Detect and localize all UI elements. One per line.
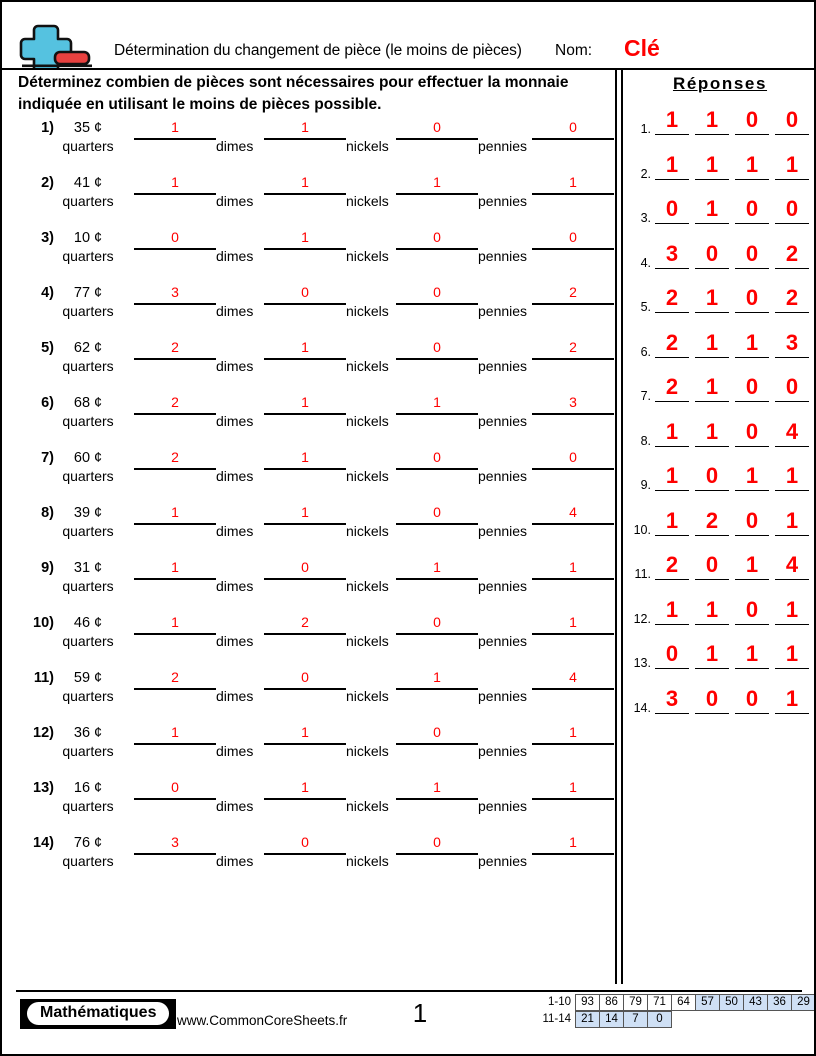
answer-key-badge: Clé: [624, 35, 660, 61]
answer-blank-nickels[interactable]: 0: [396, 282, 478, 305]
problem-row: [2, 609, 615, 664]
answer-key-row: [625, 373, 815, 418]
answer-key-value: 0: [735, 596, 769, 625]
coin-label-pennies: pennies: [478, 633, 528, 649]
coin-label-dimes: dimes: [216, 468, 254, 484]
brand-badge: [20, 999, 176, 1029]
answer-key-value: 1: [735, 640, 769, 669]
answer-key-number: 12.: [633, 611, 651, 626]
answer-blank-dimes[interactable]: 1: [264, 337, 346, 360]
answer-key-value: 0: [735, 106, 769, 135]
answer-key-value: 1: [775, 640, 809, 669]
answer-blank-dimes[interactable]: 1: [264, 777, 346, 800]
coin-label-nickels: nickels: [346, 358, 389, 374]
answer-blank-quarters[interactable]: 1: [134, 172, 216, 195]
problem-row: [2, 279, 615, 334]
answer-blank-quarters[interactable]: 2: [134, 337, 216, 360]
answer-blank-nickels[interactable]: 1: [396, 777, 478, 800]
problem-row: [2, 829, 615, 884]
problem-amount: 77 ¢: [73, 285, 103, 301]
answer-blank-nickels[interactable]: 0: [396, 832, 478, 855]
coin-label-nickels: nickels: [346, 743, 389, 759]
answer-blank-dimes[interactable]: 2: [264, 612, 346, 635]
coin-label-dimes: dimes: [216, 523, 254, 539]
answer-blank-pennies[interactable]: 0: [532, 117, 614, 140]
problem-amount: 59 ¢: [73, 670, 103, 686]
coin-label-dimes: dimes: [216, 193, 254, 209]
page-number: 1: [412, 998, 428, 1028]
answer-key-value: 3: [775, 329, 809, 358]
answer-blank-quarters[interactable]: 1: [134, 117, 216, 140]
problem-amount: 10 ¢: [73, 230, 103, 246]
answer-key-value: 0: [775, 195, 809, 224]
problem-number: 13): [33, 780, 54, 796]
answer-blank-nickels[interactable]: 0: [396, 447, 478, 470]
problem-number: 5): [41, 340, 54, 356]
answer-key-value: 1: [695, 640, 729, 669]
problem-amount: 76 ¢: [73, 835, 103, 851]
answer-key-value: 1: [775, 685, 809, 714]
coin-label-quarters: quarters: [62, 633, 114, 649]
answer-key-value: 0: [735, 418, 769, 447]
answer-key-value: 1: [695, 106, 729, 135]
answer-key-value: 0: [735, 195, 769, 224]
answer-blank-quarters[interactable]: 0: [134, 777, 216, 800]
answer-blank-pennies[interactable]: 3: [532, 392, 614, 415]
plus-minus-logo-icon: [16, 24, 94, 68]
score-row-label: 11-14: [542, 1013, 571, 1025]
answer-blank-nickels[interactable]: 0: [396, 612, 478, 635]
score-cell: 43: [743, 994, 768, 1011]
answer-blank-quarters[interactable]: 1: [134, 557, 216, 580]
answer-key-value: 1: [655, 462, 689, 491]
coin-label-pennies: pennies: [478, 853, 528, 869]
answer-blank-pennies[interactable]: 4: [532, 502, 614, 525]
answer-key-value: 1: [695, 151, 729, 180]
coin-label-nickels: nickels: [346, 413, 389, 429]
answer-key-number: 11.: [634, 567, 651, 581]
answer-key-row: [625, 106, 815, 151]
problem-list: [2, 114, 615, 884]
coin-label-quarters: quarters: [62, 193, 114, 209]
answer-blank-dimes[interactable]: 1: [264, 172, 346, 195]
answer-key-value: 0: [735, 373, 769, 402]
problem-row: [2, 114, 615, 169]
page-header: [2, 2, 814, 68]
answer-blank-nickels[interactable]: 0: [396, 117, 478, 140]
answer-key-value: 1: [735, 329, 769, 358]
coin-label-pennies: pennies: [478, 468, 528, 484]
problem-row: [2, 389, 615, 444]
answer-blank-nickels[interactable]: 1: [396, 557, 478, 580]
coin-label-quarters: quarters: [62, 413, 114, 429]
score-cell: 93: [575, 994, 600, 1011]
answer-blank-quarters[interactable]: 3: [134, 832, 216, 855]
score-cell: 71: [647, 994, 672, 1011]
answer-key-number: 1.: [640, 122, 651, 136]
answer-key-row: [625, 507, 815, 552]
answer-key-row: [625, 685, 815, 730]
coin-label-quarters: quarters: [62, 743, 114, 759]
coin-label-quarters: quarters: [62, 468, 114, 484]
answer-key-value: 0: [735, 507, 769, 536]
coin-label-quarters: quarters: [62, 138, 114, 154]
answer-key-row: [625, 240, 815, 285]
problem-amount: 36 ¢: [73, 725, 103, 741]
problem-amount: 62 ¢: [73, 340, 103, 356]
answer-key-list: [625, 106, 815, 729]
answer-blank-pennies[interactable]: 2: [532, 282, 614, 305]
problem-amount: 35 ¢: [73, 120, 103, 136]
coin-label-nickels: nickels: [346, 688, 389, 704]
answer-key-value: 1: [775, 151, 809, 180]
coin-label-dimes: dimes: [216, 798, 254, 814]
answer-key-value: 4: [775, 551, 809, 580]
answer-key-number: 4.: [640, 255, 651, 270]
problem-amount: 41 ¢: [73, 175, 103, 191]
score-row: [529, 1011, 816, 1028]
problem-number: 2): [41, 175, 54, 191]
answer-key-row: [625, 596, 815, 641]
coin-label-pennies: pennies: [478, 743, 528, 759]
answer-key-number: 10.: [633, 522, 651, 537]
problem-number: 1): [41, 120, 54, 136]
problem-number: 12): [33, 725, 54, 741]
coin-label-dimes: dimes: [216, 138, 254, 154]
problem-number: 9): [41, 560, 54, 576]
answer-blank-quarters[interactable]: 0: [134, 227, 216, 250]
answer-blank-pennies[interactable]: 1: [532, 722, 614, 745]
answer-key-value: 1: [655, 507, 689, 536]
answer-key-number: 3.: [640, 211, 651, 225]
problem-row: [2, 774, 615, 829]
answer-blank-pennies[interactable]: 0: [532, 447, 614, 470]
website-url: www.CommonCoreSheets.fr: [177, 1013, 348, 1028]
coin-label-pennies: pennies: [478, 798, 528, 814]
score-cell: 57: [695, 994, 720, 1011]
answer-key-value: 0: [735, 685, 769, 714]
score-row-label: 1-10: [547, 996, 571, 1008]
answer-blank-pennies[interactable]: 4: [532, 667, 614, 690]
coin-label-quarters: quarters: [62, 798, 114, 814]
answer-key-row: [625, 284, 815, 329]
coin-label-quarters: quarters: [62, 523, 114, 539]
answer-key-number: 5.: [640, 300, 651, 314]
coin-label-nickels: nickels: [346, 303, 389, 319]
score-cell: 29: [791, 994, 816, 1011]
problem-row: [2, 169, 615, 224]
answer-key-row: [625, 151, 815, 196]
answer-blank-dimes[interactable]: 1: [264, 447, 346, 470]
answer-key-row: [625, 418, 815, 463]
problem-amount: 39 ¢: [73, 505, 103, 521]
coin-label-nickels: nickels: [346, 523, 389, 539]
score-cell: 21: [575, 1011, 600, 1028]
answer-key-row: [625, 551, 815, 596]
coin-label-pennies: pennies: [478, 358, 528, 374]
answer-blank-pennies[interactable]: 1: [532, 832, 614, 855]
answer-key-value: 1: [735, 462, 769, 491]
answer-key-row: [625, 462, 815, 507]
coin-label-pennies: pennies: [478, 303, 528, 319]
answer-blank-pennies[interactable]: 0: [532, 227, 614, 250]
answer-key-number: 14.: [633, 700, 651, 715]
answer-key-row: [625, 195, 815, 240]
answer-key-value: 1: [775, 462, 809, 491]
problem-amount: 46 ¢: [73, 615, 103, 631]
answer-blank-quarters[interactable]: 1: [134, 612, 216, 635]
answer-key-value: 1: [655, 151, 689, 180]
answer-blank-nickels[interactable]: 0: [396, 337, 478, 360]
answer-blank-dimes[interactable]: 1: [264, 722, 346, 745]
coin-label-quarters: quarters: [62, 358, 114, 374]
answer-key-value: 0: [695, 685, 729, 714]
column-divider-outer: [615, 68, 617, 984]
score-row: [529, 994, 816, 1011]
answer-blank-nickels[interactable]: 1: [396, 667, 478, 690]
answer-key-number: 8.: [640, 433, 651, 448]
answer-key-number: 6.: [640, 344, 651, 359]
coin-label-quarters: quarters: [62, 578, 114, 594]
score-cell: 64: [671, 994, 696, 1011]
answer-key-value: 1: [655, 596, 689, 625]
coin-label-pennies: pennies: [478, 688, 528, 704]
answer-key-value: 1: [655, 106, 689, 135]
answer-key-value: 1: [695, 373, 729, 402]
problem-number: 7): [41, 450, 54, 466]
coin-label-quarters: quarters: [62, 853, 114, 869]
answer-key-value: 1: [695, 195, 729, 224]
answer-key-title: Réponses: [672, 74, 768, 93]
coin-label-nickels: nickels: [346, 468, 389, 484]
answer-blank-dimes[interactable]: 0: [264, 667, 346, 690]
problem-number: 10): [33, 615, 54, 631]
answer-key-value: 2: [775, 240, 809, 269]
problem-row: [2, 719, 615, 774]
coin-label-pennies: pennies: [478, 138, 528, 154]
score-cell: 79: [623, 994, 648, 1011]
answer-key-row: [625, 329, 815, 374]
coin-label-pennies: pennies: [478, 248, 528, 264]
problem-amount: 31 ¢: [73, 560, 103, 576]
answer-blank-quarters[interactable]: 3: [134, 282, 216, 305]
answer-key-value: 0: [695, 551, 729, 580]
problem-amount: 16 ¢: [73, 780, 103, 796]
coin-label-dimes: dimes: [216, 413, 254, 429]
answer-key-value: 1: [695, 284, 729, 313]
answer-blank-pennies[interactable]: 1: [532, 557, 614, 580]
score-cell: 36: [767, 994, 792, 1011]
answer-key-number: 2.: [640, 166, 651, 181]
answer-blank-dimes[interactable]: 1: [264, 227, 346, 250]
answer-key-number: 7.: [640, 389, 651, 403]
answer-blank-nickels[interactable]: 0: [396, 722, 478, 745]
problem-number: 14): [33, 835, 54, 851]
problem-amount: 60 ¢: [73, 450, 103, 466]
score-cell: 50: [719, 994, 744, 1011]
name-label: Nom:: [555, 42, 593, 59]
problem-number: 11): [33, 670, 54, 686]
answer-key-value: 1: [735, 151, 769, 180]
answer-blank-dimes[interactable]: 0: [264, 832, 346, 855]
coin-label-nickels: nickels: [346, 798, 389, 814]
answer-blank-dimes[interactable]: 0: [264, 282, 346, 305]
answer-key-value: 3: [655, 240, 689, 269]
answer-key-value: 1: [695, 596, 729, 625]
coin-label-quarters: quarters: [62, 688, 114, 704]
answer-key-value: 0: [775, 106, 809, 135]
answer-key-value: 4: [775, 418, 809, 447]
coin-label-nickels: nickels: [346, 853, 389, 869]
answer-blank-quarters[interactable]: 2: [134, 447, 216, 470]
answer-key-value: 0: [655, 640, 689, 669]
coin-label-dimes: dimes: [216, 578, 254, 594]
problem-row: [2, 334, 615, 389]
answer-blank-dimes[interactable]: 1: [264, 502, 346, 525]
score-cell: 14: [599, 1011, 624, 1028]
answer-key-value: 2: [655, 329, 689, 358]
header-divider: [2, 68, 814, 70]
answer-key-value: 2: [655, 373, 689, 402]
answer-key-value: 1: [695, 329, 729, 358]
column-divider-inner: [621, 68, 623, 984]
answer-key-row: [625, 640, 815, 685]
answer-blank-nickels[interactable]: 1: [396, 172, 478, 195]
coin-label-pennies: pennies: [478, 193, 528, 209]
answer-blank-nickels[interactable]: 1: [396, 392, 478, 415]
coin-label-nickels: nickels: [346, 193, 389, 209]
problem-row: [2, 224, 615, 279]
coin-label-nickels: nickels: [346, 578, 389, 594]
coin-label-dimes: dimes: [216, 633, 254, 649]
answer-blank-dimes[interactable]: 1: [264, 117, 346, 140]
answer-blank-nickels[interactable]: 0: [396, 227, 478, 250]
answer-blank-dimes[interactable]: 1: [264, 392, 346, 415]
answer-blank-quarters[interactable]: 2: [134, 392, 216, 415]
answer-key-number: 13.: [633, 656, 651, 670]
answer-key-value: 3: [655, 685, 689, 714]
coin-label-dimes: dimes: [216, 358, 254, 374]
answer-blank-quarters[interactable]: 1: [134, 722, 216, 745]
answer-blank-pennies[interactable]: 1: [532, 777, 614, 800]
answer-key-value: 1: [775, 507, 809, 536]
instructions-text: Déterminez combien de pièces sont nécessaires pour effectuer la monnaie indiquée en utilisant le moins de pièces possible.: [18, 74, 569, 113]
answer-key-value: 1: [655, 418, 689, 447]
coin-label-dimes: dimes: [216, 303, 254, 319]
answer-blank-pennies[interactable]: 2: [532, 337, 614, 360]
answer-key-number: 9.: [640, 478, 651, 492]
answer-key-value: 0: [735, 284, 769, 313]
answer-key-value: 1: [735, 551, 769, 580]
problem-row: [2, 554, 615, 609]
answer-blank-nickels[interactable]: 0: [396, 502, 478, 525]
answer-blank-pennies[interactable]: 1: [532, 612, 614, 635]
problem-row: [2, 499, 615, 554]
footer-divider: [16, 990, 802, 992]
problem-number: 4): [41, 285, 54, 301]
answer-key-value: 0: [695, 462, 729, 491]
score-table: [529, 994, 816, 1028]
answer-key-value: 2: [655, 551, 689, 580]
coin-label-pennies: pennies: [478, 578, 528, 594]
score-cell: 7: [623, 1011, 648, 1028]
coin-label-dimes: dimes: [216, 688, 254, 704]
problem-number: 6): [41, 395, 54, 411]
answer-key-value: 1: [695, 418, 729, 447]
coin-label-dimes: dimes: [216, 248, 254, 264]
answer-key-value: 2: [695, 507, 729, 536]
coin-label-nickels: nickels: [346, 633, 389, 649]
coin-label-quarters: quarters: [62, 248, 114, 264]
score-cell: 0: [647, 1011, 672, 1028]
coin-label-quarters: quarters: [62, 303, 114, 319]
answer-key-value: 0: [735, 240, 769, 269]
problem-number: 3): [41, 230, 54, 246]
coin-label-nickels: nickels: [346, 248, 389, 264]
coin-label-pennies: pennies: [478, 523, 528, 539]
answer-key-value: 2: [775, 284, 809, 313]
coin-label-nickels: nickels: [346, 138, 389, 154]
answer-key-value: 0: [775, 373, 809, 402]
coin-label-dimes: dimes: [216, 853, 254, 869]
answer-key-value: 0: [695, 240, 729, 269]
coin-label-dimes: dimes: [216, 743, 254, 759]
page-title: Détermination du changement de pièce (le moins de pièces): [114, 42, 522, 59]
answer-blank-quarters[interactable]: 2: [134, 667, 216, 690]
problem-row: [2, 444, 615, 499]
answer-blank-dimes[interactable]: 0: [264, 557, 346, 580]
coin-label-pennies: pennies: [478, 413, 528, 429]
problem-amount: 68 ¢: [73, 395, 103, 411]
answer-key-value: 2: [655, 284, 689, 313]
brand-label: Mathématiques: [27, 1002, 169, 1025]
answer-blank-pennies[interactable]: 1: [532, 172, 614, 195]
answer-key-value: 1: [775, 596, 809, 625]
problem-number: 8): [41, 505, 54, 521]
answer-blank-quarters[interactable]: 1: [134, 502, 216, 525]
answer-key-value: 0: [655, 195, 689, 224]
score-cell: 86: [599, 994, 624, 1011]
problem-row: [2, 664, 615, 719]
